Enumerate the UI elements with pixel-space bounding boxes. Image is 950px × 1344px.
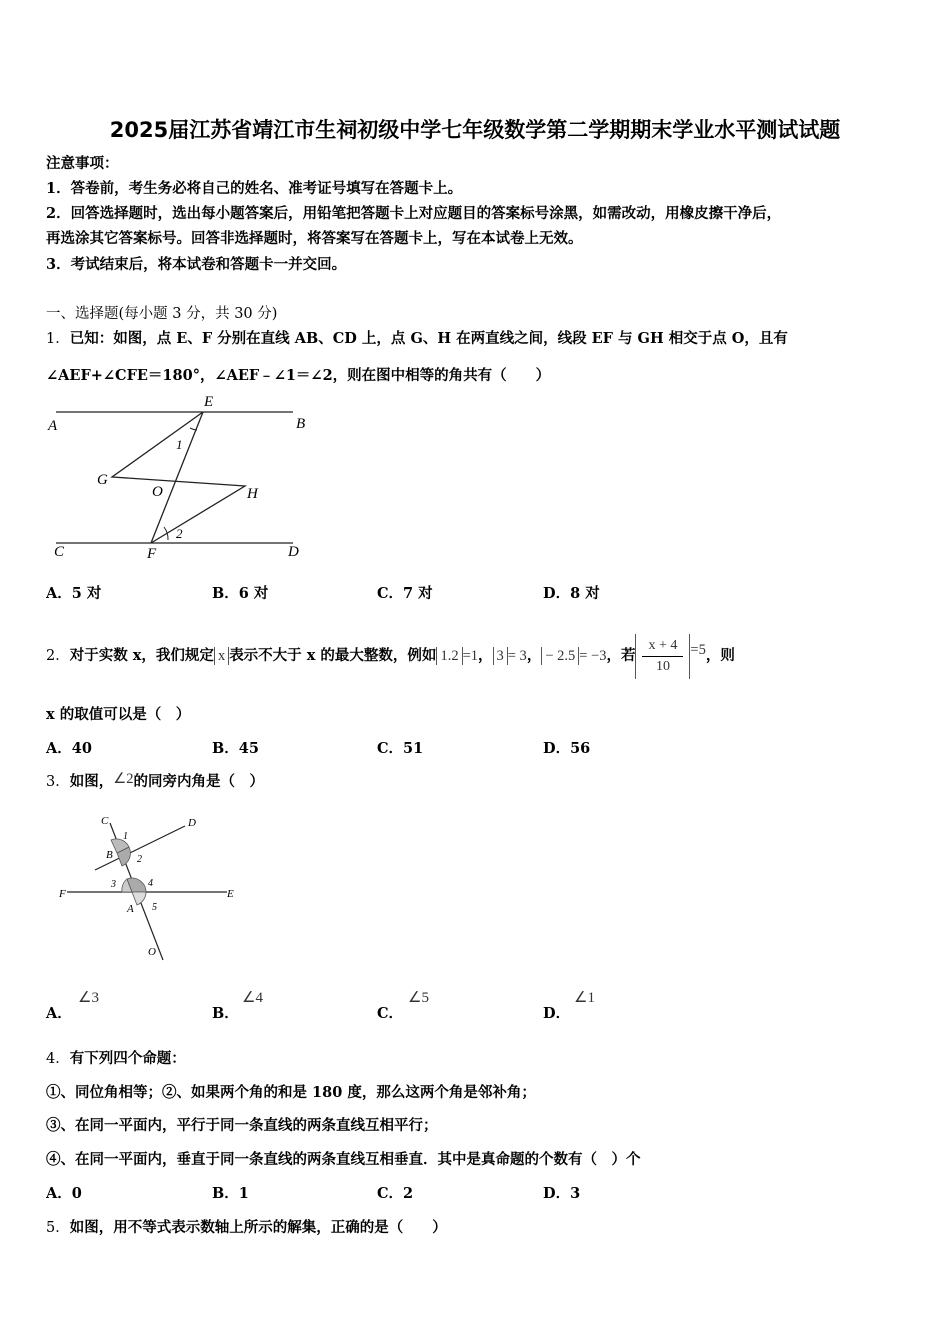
- label-angle-3: 3: [111, 879, 116, 890]
- fraction-numerator: x + 4: [642, 636, 683, 657]
- q4-number: 4．: [46, 1051, 70, 1067]
- option-value: ∠3: [78, 990, 99, 1006]
- example-1-input: 1.2: [436, 647, 462, 665]
- q4-option-c: C．2: [377, 1185, 414, 1202]
- notice-item: 3．考试结束后，将本试卷和答题卡一并交回。: [46, 256, 347, 273]
- option-value: ∠1: [574, 990, 595, 1006]
- option-label: C．: [377, 1005, 404, 1022]
- q2-option-c: C．51: [377, 740, 424, 757]
- q1-number: 1．: [46, 331, 70, 347]
- label-angle-1: 1: [176, 437, 183, 452]
- label-angle-4: 4: [148, 878, 153, 889]
- q3-stem-part: 如图，: [69, 773, 114, 790]
- q1-stem: 已知：如图，点 E、F 分别在直线 AB、CD 上，点 G、H 在两直线之间，线段 EF 与 GH 相交于点 O，且有: [69, 330, 788, 347]
- option-label: D．: [543, 1005, 571, 1022]
- label-a: A: [127, 903, 134, 915]
- q5-line1: [46, 1216, 447, 1237]
- example-2-input: 3: [493, 647, 508, 665]
- label-angle-5: 5: [152, 902, 157, 913]
- notice-item: 再选涂其它答案标号。回答非选择题时，将答案写在答题卡上，写在本试卷上无效。: [46, 230, 583, 247]
- segment-gh: [112, 412, 245, 543]
- label-g: G: [97, 472, 108, 488]
- q4-head: [46, 1047, 186, 1068]
- q1-option-c: C．7 对: [377, 585, 433, 602]
- angle-5-shade: [132, 892, 146, 905]
- fraction-equals: =5: [690, 642, 706, 658]
- q2-line2: x 的取值可以是（ ）: [46, 706, 191, 723]
- q4-line2: ③、在同一平面内，平行于同一条直线的两条直线互相平行；: [46, 1117, 438, 1134]
- q4-option-b: B．1: [212, 1185, 249, 1202]
- q4-option-a: A．0: [46, 1185, 82, 1202]
- option-label: A．: [46, 1005, 72, 1022]
- example-2-result: = 3: [507, 648, 527, 664]
- label-h: H: [247, 486, 258, 502]
- fraction-denominator: 10: [655, 658, 670, 674]
- q1-line2: ∠AEF+∠CFE＝180°，∠AEF﹣∠1＝∠2，则在图中相等的角共有（ ）: [46, 367, 551, 384]
- q3-line1: [46, 770, 264, 791]
- q2-line1: [46, 630, 735, 674]
- q4-stem: 有下列四个命题：: [69, 1050, 186, 1067]
- q3-number: 3．: [46, 774, 70, 790]
- separator: ，: [526, 647, 542, 664]
- q4-line3: ④、在同一平面内，垂直于同一条直线的两条直线互相垂直．其中是真命题的个数有（ ）个: [46, 1151, 641, 1168]
- q2-stem-part: 表示不大于 x 的最大整数，例如: [229, 647, 437, 664]
- q2-option-d: D．56: [543, 740, 591, 757]
- q1-option-d: D．8 对: [543, 585, 600, 602]
- segment-ef: [151, 412, 203, 543]
- q1-option-a: A．5 对: [46, 585, 102, 602]
- label-angle-2: 2: [137, 854, 142, 865]
- q5-stem: 如图，用不等式表示数轴上所示的解集，正确的是（ ）: [69, 1219, 447, 1236]
- q1-figure: [40, 388, 320, 563]
- label-b: B: [296, 416, 306, 432]
- q4-line1: ①、同位角相等；②、如果两个角的和是 180 度，那么这两个角是邻补角；: [46, 1084, 536, 1101]
- label-c: C: [54, 544, 65, 560]
- separator: ，: [478, 647, 493, 664]
- label-d: D: [288, 544, 299, 560]
- label-e: E: [227, 888, 234, 900]
- q2-option-a: A．40: [46, 740, 92, 757]
- label-c: C: [101, 815, 109, 827]
- q2-stem-part: 对于实数 x，我们规定: [69, 647, 214, 664]
- label-angle-2: 2: [176, 526, 183, 541]
- label-b: B: [106, 849, 113, 861]
- q2-stem-part: ，若: [606, 647, 636, 664]
- label-a: A: [48, 418, 58, 434]
- label-f: F: [147, 546, 157, 562]
- label-e: E: [204, 394, 214, 410]
- label-o: O: [148, 946, 156, 958]
- example-3-result: = −3: [579, 648, 607, 664]
- q5-number: 5．: [46, 1220, 70, 1236]
- q1-option-b: B．6 对: [212, 585, 269, 602]
- floor-symbol: x: [214, 647, 229, 665]
- q1-line1: [46, 327, 788, 348]
- q3-figure: [55, 808, 245, 968]
- notice-item: 1．答卷前，考生务必将自己的姓名、准考证号填写在答题卡上。: [46, 180, 463, 197]
- angle-2-symbol: ∠2: [113, 771, 134, 787]
- notice-item: 2．回答选择题时，选出每小题答案后，用铅笔把答题卡上对应题目的答案标号涂黑，如需改动，用橡皮擦干净后，: [46, 205, 782, 222]
- q2-stem-part: ，则: [705, 647, 735, 664]
- label-angle-1: 1: [123, 831, 128, 842]
- q2-option-b: B．45: [212, 740, 259, 757]
- example-1-result: =1: [462, 648, 478, 664]
- notice-heading: 注意事项：: [46, 155, 119, 172]
- floor-fraction: [635, 634, 690, 679]
- page-title: 2025届江苏省靖江市生祠初级中学七年级数学第二学期期末学业水平测试试题: [109, 118, 841, 142]
- option-value: ∠4: [242, 990, 263, 1006]
- example-3-input: − 2.5: [541, 647, 579, 665]
- q2-number: 2．: [46, 648, 70, 664]
- q4-option-d: D．3: [543, 1185, 581, 1202]
- option-value: ∠5: [408, 990, 429, 1006]
- section-heading: 一、选择题(每小题 3 分，共 30 分): [46, 306, 278, 322]
- label-f: F: [59, 888, 66, 900]
- label-d: D: [188, 817, 196, 829]
- option-label: B．: [212, 1005, 239, 1022]
- q3-stem-part: 的同旁内角是（ ）: [133, 773, 264, 790]
- label-o: O: [152, 484, 163, 500]
